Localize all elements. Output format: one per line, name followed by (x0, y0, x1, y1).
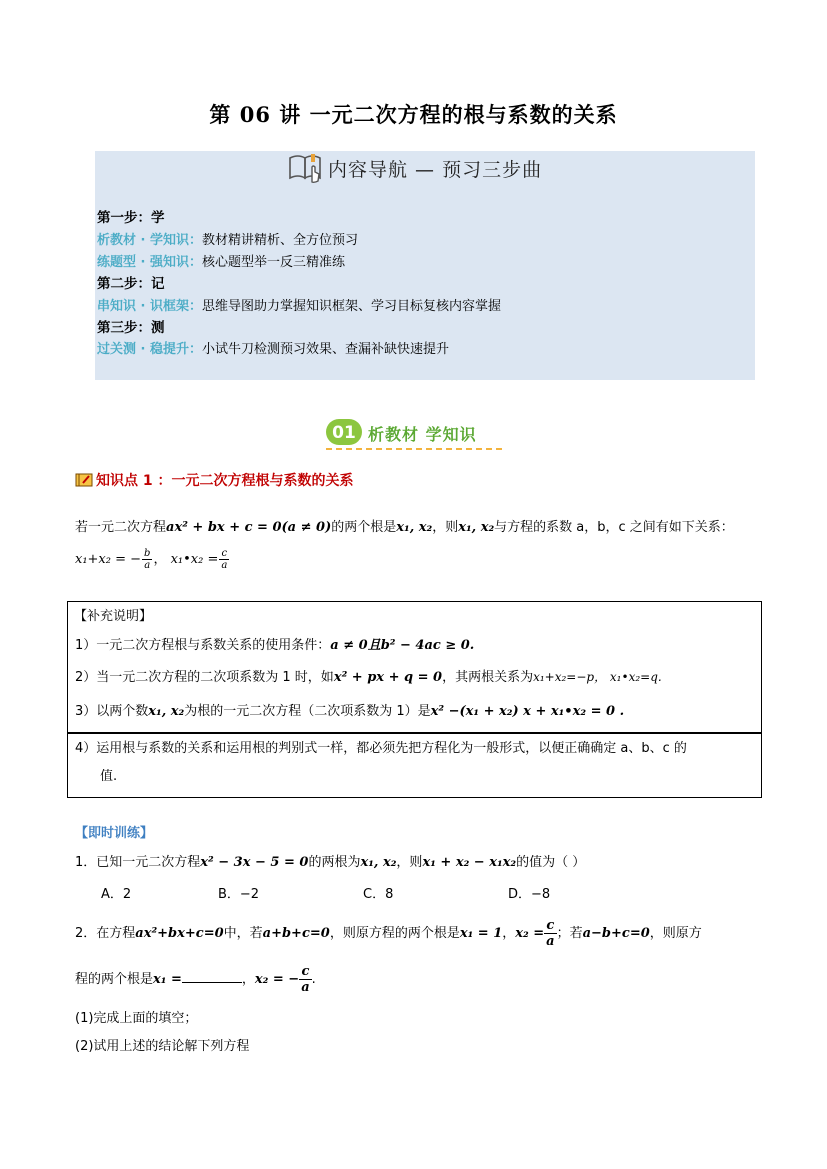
book-icon (288, 152, 324, 189)
intro-equation: ax² + bx + c = 0(a ≠ 0) (166, 520, 332, 535)
supplement-item-1 (75, 634, 474, 653)
q2-text-2: 中，若 (223, 926, 263, 941)
question-2-line-1 (75, 918, 702, 949)
item-3-text: 3）以两个数 (75, 704, 149, 719)
intro-roots: x₁, x₂ (396, 520, 433, 535)
q1-roots: x₁, x₂ (360, 855, 397, 870)
section-number: 01 (332, 423, 356, 443)
nav-heading-text: 内容导航 — 预习三步曲 (328, 159, 543, 181)
step-one: 第一步：学 (97, 210, 165, 226)
q2-x2-label: x₂ = − (254, 972, 300, 987)
q2-x2-numerator: c (301, 964, 310, 979)
section-title: 析教材 学知识 (368, 425, 477, 444)
item-2-text: 2）当一元二次方程的二次项系数为 1 时，如 (75, 670, 334, 685)
q1-expression: x₁ + x₂ − x₁x₂ (422, 855, 517, 870)
q1-text-3: ，则 (396, 855, 423, 870)
item-3-text-2: 为根的一元二次方程（二次项系数为 1）是 (184, 704, 431, 719)
q1-text: 1．已知一元二次方程 (75, 855, 201, 870)
nav-row-1 (97, 229, 358, 248)
nav-row-2-key: 练题型 · 强知识： (97, 255, 202, 270)
q2-condition-1: a+b+c=0 (262, 926, 330, 941)
nav-heading (288, 152, 542, 189)
nav-row-4-key: 过关测 · 稳提升： (97, 342, 202, 357)
supplement-item-4-line-1: 4）运用根与系数的关系和运用根的判别式一样，都必须先把方程化为一般形式，以便正确确定 a、b、c 的 (75, 741, 687, 756)
q2-condition-2: a−b+c=0 (582, 926, 650, 941)
intro-text-a: 若一元二次方程 (75, 520, 167, 535)
nav-row-3-key: 串知识 · 识框架： (97, 299, 202, 314)
q1-text-4: 的值为（ ） (516, 855, 586, 870)
q2-text-3: ，则原方程的两个根是 (329, 926, 460, 941)
product-fraction (219, 548, 229, 571)
supplement-header: 【补充说明】 (74, 609, 153, 624)
step-three: 第三步：测 (97, 320, 165, 336)
formula-separator: ， (153, 552, 167, 567)
product-formula-lhs: x₁•x₂ = (170, 552, 219, 567)
q1-text-2: 的两根为 (308, 855, 361, 870)
q2-x2-fraction (299, 964, 311, 995)
sum-fraction (142, 548, 152, 571)
sum-formula-lhs: x₁+x₂ = − (75, 552, 142, 567)
sub-question-2: (2)试用上述的结论解下列方程 (75, 1039, 250, 1054)
item-2-math: x² + px + q = 0 (333, 670, 443, 685)
q2-text-4: ；若 (556, 926, 583, 941)
page-title: 第 06 讲 一元二次方程的根与系数的关系 (209, 102, 618, 127)
supplement-item-2 (75, 666, 662, 685)
intro-line (75, 516, 734, 535)
item-3-numbers: x₁, x₂ (148, 704, 185, 719)
knowledge-point-text: 知识点 1 ：一元二次方程根与系数的关系 (96, 473, 354, 489)
q1-option-d[interactable]: D．−8 (508, 887, 551, 902)
section-underline (326, 448, 502, 450)
item-2-text-2: ，其两根关系为 (442, 670, 534, 685)
vieta-formulas (75, 548, 230, 571)
supplement-item-3 (75, 700, 624, 719)
step-two: 第二步：记 (97, 276, 165, 292)
intro-roots-2: x₁, x₂ (458, 520, 495, 535)
q1-option-b[interactable]: B．−2 (218, 887, 260, 902)
notebook-icon (75, 473, 93, 487)
q2-answer-blank[interactable] (182, 970, 242, 983)
intro-text-b: 的两个根是 (331, 520, 397, 535)
q1-option-a[interactable]: A．2 (101, 887, 132, 902)
supplement-item-4-line-2: 值. (100, 769, 118, 784)
q2-line-2-separator: ， (241, 972, 255, 987)
sum-numerator: b (144, 548, 151, 559)
question-1 (75, 851, 585, 870)
nav-row-1-text: 教材精讲精析、全方位预习 (202, 233, 359, 248)
question-2-line-2 (75, 964, 316, 995)
q2-equation: ax²+bx+c=0 (135, 926, 224, 941)
q2-root-2-numerator: c (546, 918, 555, 933)
item-1-text: 1）一元二次方程根与系数关系的使用条件： (75, 638, 331, 653)
practice-label: 【即时训练】 (75, 826, 154, 841)
nav-row-1-key: 析教材 · 学知识： (97, 233, 202, 248)
nav-row-2 (97, 251, 345, 270)
intro-text-d: 与方程的系数 a，b，c 之间有如下关系： (494, 520, 734, 535)
sum-denominator: a (142, 559, 152, 571)
q2-x1-label: x₁ = (153, 972, 182, 987)
intro-text-c: ，则 (432, 520, 459, 535)
q2-line-2-text: 程的两个根是 (75, 972, 154, 987)
q2-text-5: ，则原方 (649, 926, 702, 941)
q2-line-2-end: . (311, 972, 316, 987)
q1-option-c[interactable]: C．8 (363, 887, 394, 902)
q1-equation: x² − 3x − 5 = 0 (200, 855, 309, 870)
item-3-math: x² −(x₁ + x₂) x + x₁•x₂ = 0 . (430, 704, 625, 719)
q2-root-2-fraction (544, 918, 556, 949)
product-denominator: a (221, 560, 228, 571)
section-badge (326, 419, 362, 449)
knowledge-point-heading (75, 470, 354, 490)
nav-row-3 (97, 295, 501, 314)
item-1-math: a ≠ 0且b² − 4ac ≥ 0. (330, 638, 475, 653)
nav-row-2-text: 核心题型举一反三精准练 (202, 255, 346, 270)
nav-row-4 (97, 338, 449, 357)
sub-question-1: (1)完成上面的填空； (75, 1011, 198, 1026)
nav-row-4-text: 小试牛刀检测预习效果、查漏补缺快速提升 (202, 342, 450, 357)
q2-root-2-denominator: a (546, 934, 555, 949)
q2-text: 2．在方程 (75, 926, 136, 941)
q2-x2-denominator: a (301, 980, 310, 995)
nav-row-3-text: 思维导图助力掌握知识框架、学习目标复核内容掌握 (202, 299, 502, 314)
item-2-relation: x₁+x₂=−p， x₁•x₂=q. (533, 670, 662, 684)
q2-separator: ， (502, 926, 516, 941)
q2-root-1: x₁ = 1 (459, 926, 503, 941)
q2-root-2-lhs: x₂ = (515, 926, 545, 941)
product-numerator: c (221, 548, 228, 559)
